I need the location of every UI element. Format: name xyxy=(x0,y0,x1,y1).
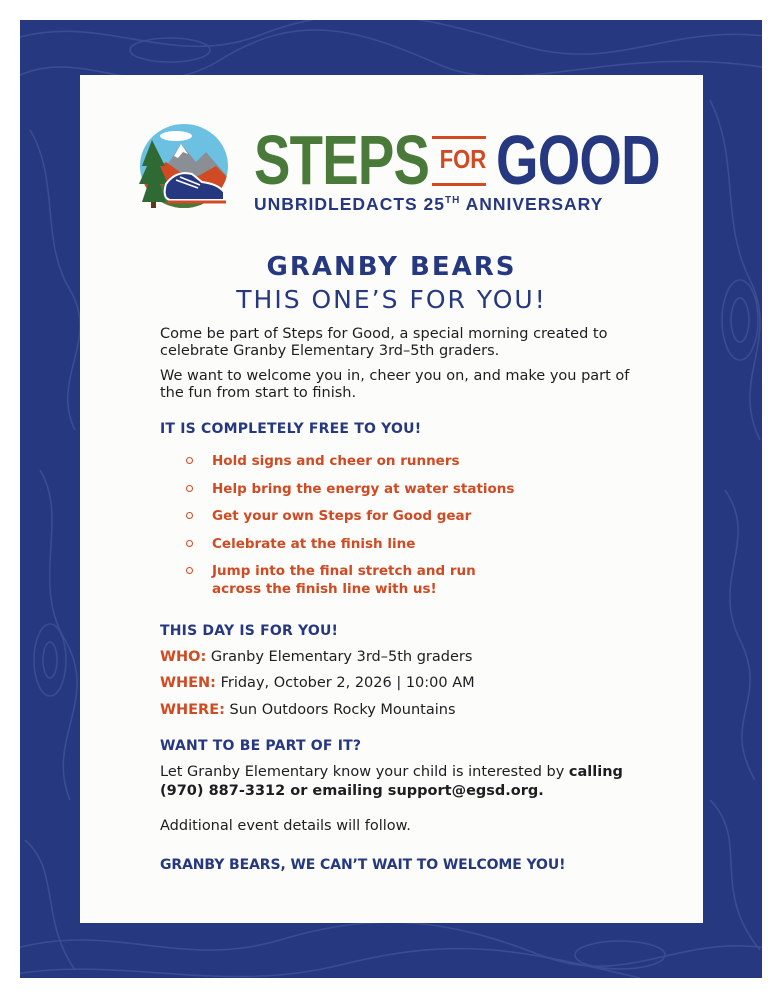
free-activities-list xyxy=(186,452,626,602)
list-item-text: Hold signs and cheer on runners xyxy=(212,453,460,469)
list-item xyxy=(186,535,626,563)
hollow-circle-bullet-icon xyxy=(186,512,193,519)
list-item-text: Get your own Steps for Good gear xyxy=(212,508,472,524)
closing-line: GRANBY BEARS, WE CAN’T WAIT TO WELCOME YOU! xyxy=(160,857,566,873)
contact-intro-text: Let Granby Elementary know your child is interested by xyxy=(160,764,569,780)
contact-details: calling (970) 887-3312 or emailing support@egsd.org. xyxy=(160,764,623,799)
list-item-line-1: Jump into the final stretch and run xyxy=(212,563,476,579)
hollow-circle-bullet-icon xyxy=(186,457,193,464)
free-section-heading: IT IS COMPLETELY FREE TO YOU! xyxy=(160,421,422,437)
headline-this-ones-for-you: THIS ONE’S FOR YOU! xyxy=(236,285,547,314)
who-label: WHO: xyxy=(160,649,207,665)
hollow-circle-bullet-icon xyxy=(186,540,193,547)
contact-paragraph xyxy=(160,763,630,801)
where-value: Sun Outdoors Rocky Mountains xyxy=(224,702,456,718)
intro-paragraph-1: Come be part of Steps for Good, a special morning created to celebrate Granby Elementary 3rd–5th graders. xyxy=(160,326,608,359)
list-item-text: Help bring the energy at water stations xyxy=(212,480,515,497)
day-section-heading: THIS DAY IS FOR YOU! xyxy=(160,623,339,639)
tagline-suffix: ANNIVERSARY xyxy=(460,194,604,214)
list-item-text xyxy=(212,562,476,598)
mountain-shoe-badge-icon xyxy=(136,122,232,214)
tagline-prefix: UNBRIDLEDACTS 25 xyxy=(254,194,446,214)
where-line xyxy=(160,702,456,718)
list-item xyxy=(186,452,626,480)
when-line xyxy=(160,675,475,691)
logo-for-word: FOR xyxy=(439,144,487,174)
list-item-text: Celebrate at the finish line xyxy=(212,535,416,552)
list-item xyxy=(186,507,626,535)
hollow-circle-bullet-icon xyxy=(186,485,193,492)
logo-steps-word: STEPS xyxy=(254,121,430,199)
part-section-heading: WANT TO BE PART OF IT? xyxy=(160,738,362,754)
list-item-line-2: across the finish line with us! xyxy=(212,581,437,597)
headline-granby-bears: GRANBY BEARS xyxy=(266,252,517,282)
intro-paragraph-2: We want to welcome you in, cheer you on, and make you part of the fun from start to finish. xyxy=(160,368,630,401)
where-label: WHERE: xyxy=(160,702,225,718)
steps-for-good-logo xyxy=(136,121,660,222)
who-line xyxy=(160,649,472,665)
when-label: WHEN: xyxy=(160,675,216,691)
additional-details-note: Additional event details will follow. xyxy=(160,818,411,834)
logo-good-word: GOOD xyxy=(496,121,660,199)
list-item xyxy=(186,562,626,602)
when-value: Friday, October 2, 2026 | 10:00 AM xyxy=(215,675,475,691)
logo-tagline xyxy=(254,194,654,215)
hollow-circle-bullet-icon xyxy=(186,567,193,574)
who-value: Granby Elementary 3rd–5th graders xyxy=(206,649,473,665)
tagline-superscript: TH xyxy=(445,195,461,206)
list-item xyxy=(186,480,626,508)
